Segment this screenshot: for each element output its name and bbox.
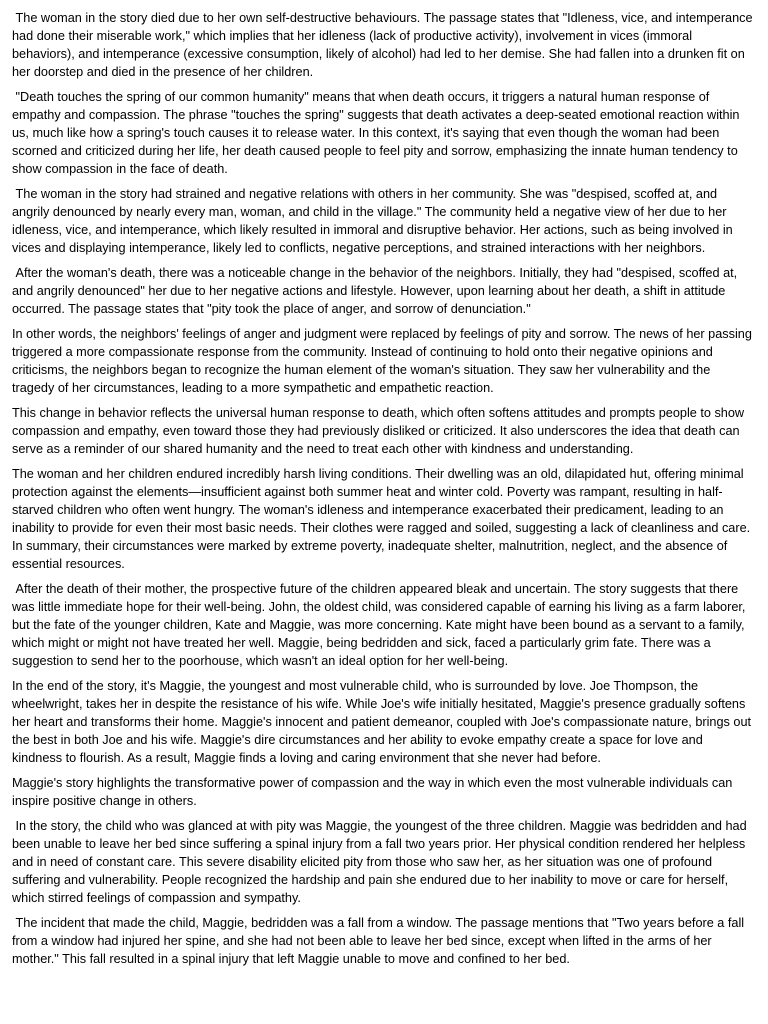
paragraph-children-future: After the death of their mother, the prospective future of the children appeared bleak and uncertain. The story suggests that there was little immediate hope for their well-being. John, the oldest child, was considered capable of earning his living as a farm laborer, but the fate of the younger children, Kate and Maggie, was more concerning. Kate might have been bound as a servant to a family, which might or might not have treated her well. Maggie, being bedridden and sick, faced a particularly grim fate. There was a suggestion to send her to the poorhouse, which wasn't an ideal option for her well-being. [12,582,749,668]
paragraph-living-conditions: The woman and her children endured incredibly harsh living conditions. Their dwelling was an old, dilapidated hut, offering minimal protection against the elements—insufficient against both summer heat and winter cold. Poverty was rampant, resulting in half-starved children who often went hungry. The woman's idleness and intemperance exacerbated their predicament, leading to an inability to provide for even their most basic needs. Their clothes were ragged and soiled, suggesting a lack of cleanliness and care. In summary, their circumstances were marked by extreme poverty, inadequate shelter, malnutrition, neglect, and the absence of essential resources. [12,467,754,571]
paragraph-universal-response: This change in behavior reflects the universal human response to death, which often softens attitudes and prompts people to show compassion and empathy, even toward those they had previously disliked or criticized. It also underscores the idea that death can serve as a reminder of our shared humanity and the need to treat each other with kindness and understanding. [12,406,748,456]
paragraph-child-glanced-with-pity: In the story, the child who was glanced at with pity was Maggie, the youngest of the three children. Maggie was bedridden and had been unable to leave her bed since suffering a spinal injury from a fall two years prior. Her physical condition rendered her helpless and in need of constant care. This severe disability elicited pity from those who saw her, as her situation was one of profound suffering and vulnerability. People recognized the hardship and pain she endured due to her inability to move or care for herself, which stirred feelings of compassion and sympathy. [12,819,751,905]
paragraph-common-humanity: "Death touches the spring of our common humanity" means that when death occurs, it triggers a natural human response of empathy and compassion. The phrase "touches the spring" suggests that death activates a deep-seated emotional reaction within us, much like how a spring's touch causes it to release water. In this context, it's saying that even though the woman had been scorned and criticized during her life, her death caused people to feel pity and sorrow, emphasizing the innate human tendency to show compassion in the face of death. [12,90,743,176]
paragraph-neighbors-change: After the woman's death, there was a noticeable change in the behavior of the neighbors. Initially, they had "despised, scoffed at, and angrily denounced" her due to her negative actions and lifestyle. However, upon learning about her death, a shift in attitude occurred. The passage states that "pity took the place of anger, and sorrow of denunciation." [12,266,741,316]
paragraph-cause-of-death: The woman in the story died due to her own self-destructive behaviours. The passage states that "Idleness, vice, and intemperance had done their miserable work," which implies that her idleness (lack of productive activity), involvement in vices (immoral behaviors), and intemperance (excessive consumption, likely of alcohol) had led to her demise. She had fallen into a drunken fit on her doorstep and died in the presence of her children. [12,11,757,79]
paragraph-transformative-power: Maggie's story highlights the transformative power of compassion and the way in which even the most vulnerable individuals can inspire positive change in others. [12,776,736,808]
paragraph-fall-from-window: The incident that made the child, Maggie, bedridden was a fall from a window. The passage mentions that "Two years before a fall from a window had injured her spine, and she had not been able to leave her bed since, except when lifted in the arms of her mother." This fall resulted in a spinal injury that left Maggie unable to move and confined to her bed. [12,916,748,966]
paragraph-maggie-surrounded-by-love: In the end of the story, it's Maggie, the youngest and most vulnerable child, who is surrounded by love. Joe Thompson, the wheelwright, takes her in despite the resistance of his wife. While Joe's wife initially hesitated, Maggie's presence gradually softens her heart and transforms their home. Maggie's innocent and patient demeanor, coupled with Joe's compassionate nature, brings out the best in both Joe and his wife. Maggie's dire circumstances and her ability to evoke empathy create a space for love and kindness to flourish. As a result, Maggie finds a loving and caring environment that she never had before. [12,679,755,765]
paragraph-community-relations: The woman in the story had strained and negative relations with others in her community. She was "despised, scoffed at, and angrily denounced by nearly every man, woman, and child in the village." The community held a negative view of her due to her idleness, vice, and intemperance, which likely resulted in immoral and disruptive behavior. Her actions, such as being involved in vices and displaying intemperance, likely led to conflicts, negative perceptions, and strained interactions with her neighbors. [12,187,737,255]
paragraph-pity-replaces-anger: In other words, the neighbors' feelings of anger and judgment were replaced by feelings of pity and sorrow. The news of her passing triggered a more compassionate response from the community. Instead of continuing to hold onto their negative opinions and criticisms, the neighbors began to recognize the human element of the woman's situation. They saw her vulnerability and the tragedy of her circumstances, leading to a more sympathetic and empathetic reaction. [12,327,756,395]
